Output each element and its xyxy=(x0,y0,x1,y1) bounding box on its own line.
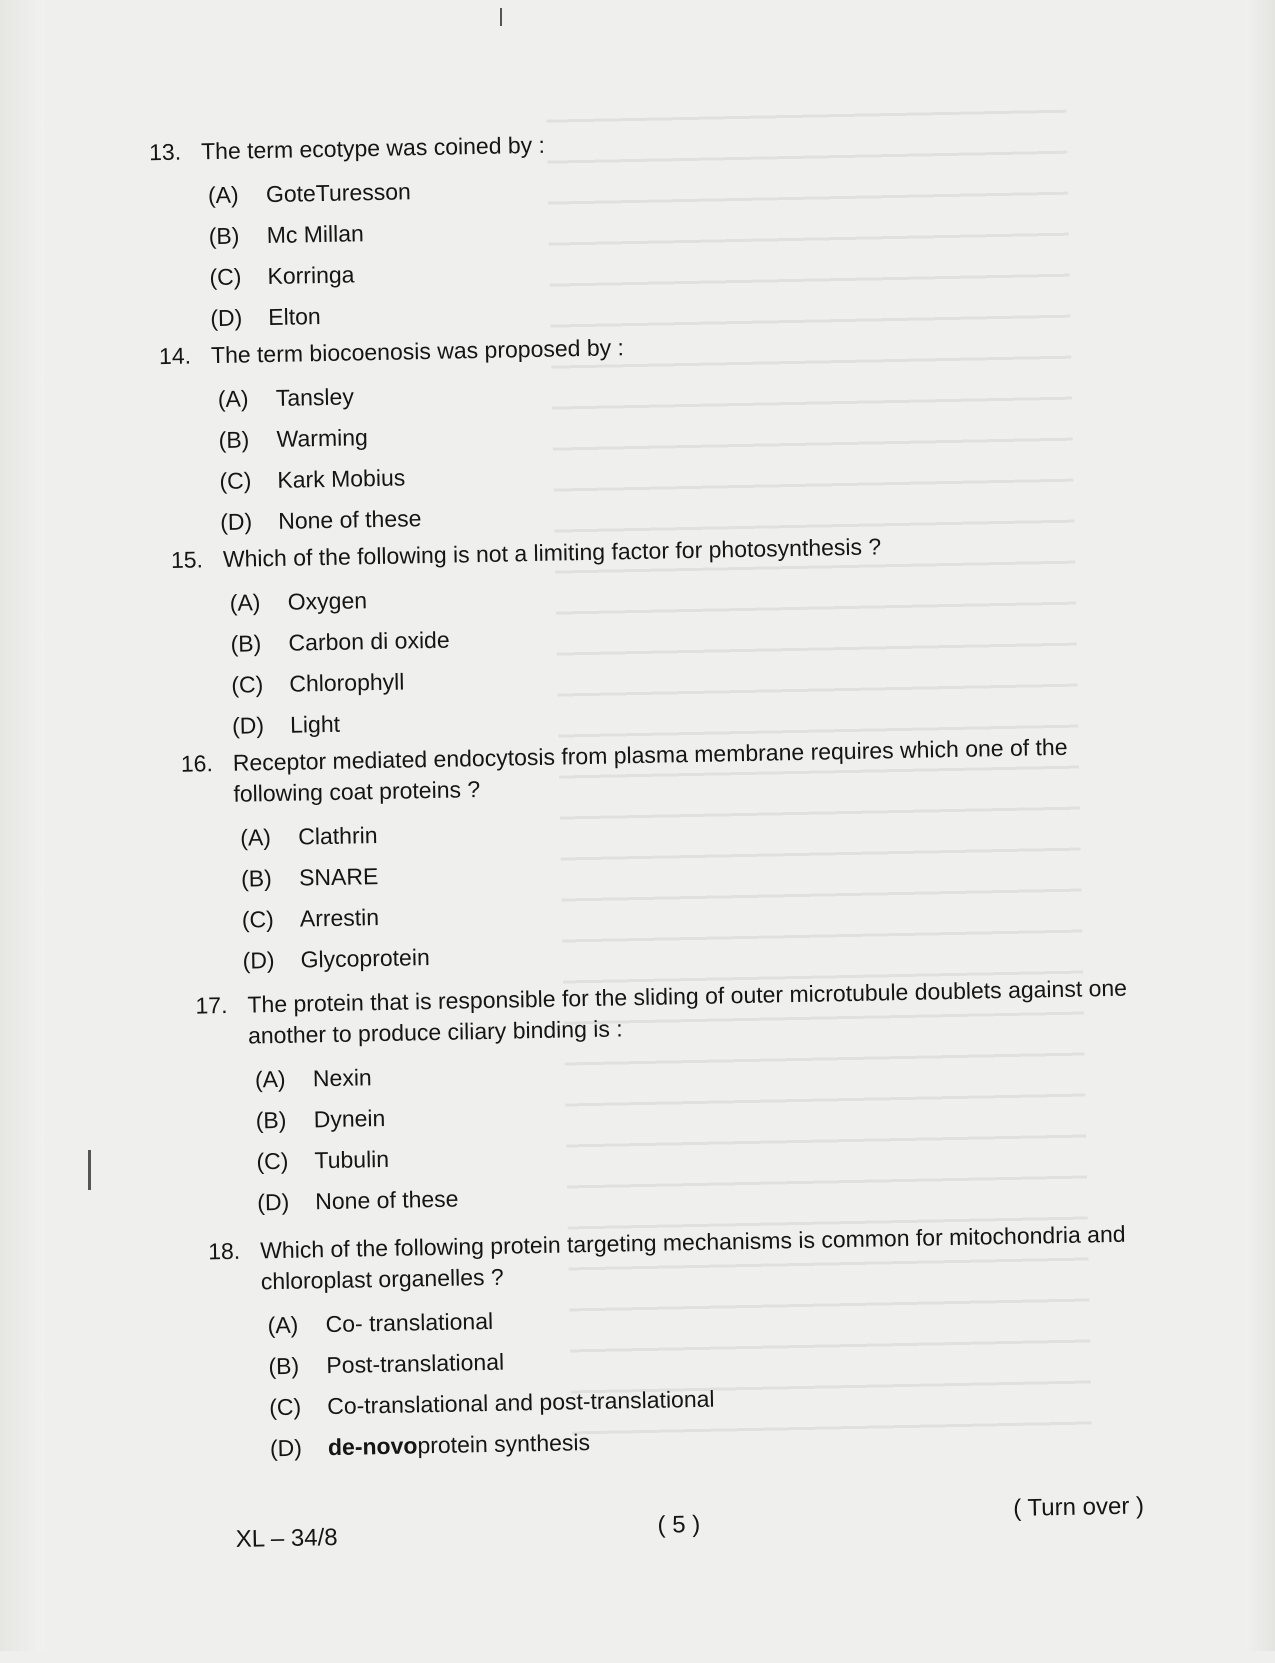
options-list xyxy=(217,362,1114,543)
option-text: Nexin xyxy=(312,1064,372,1092)
option-label: (D) xyxy=(210,304,243,332)
option-label: (B) xyxy=(240,865,272,892)
options-list xyxy=(267,1288,1164,1469)
option-label: (B) xyxy=(268,1352,300,1380)
option-text: Elton xyxy=(268,303,321,331)
question-text: Which of the following is not a limiting factor for photosynthesis ? xyxy=(222,533,882,572)
option-text: Co- translational xyxy=(325,1307,494,1338)
question-17 xyxy=(195,972,1151,1224)
question-text: The term ecotype was coined by : xyxy=(200,131,546,165)
option-label: (C) xyxy=(231,671,264,698)
option-text: Clathrin xyxy=(298,822,378,850)
option-text-bold: de-novo xyxy=(327,1432,418,1461)
option-label: (D) xyxy=(231,712,265,739)
question-number: 13. xyxy=(148,138,182,166)
question-number: 18. xyxy=(207,1237,241,1265)
question-number: 15. xyxy=(170,546,204,573)
option-label: (C) xyxy=(256,1147,289,1175)
question-18 xyxy=(208,1218,1164,1470)
options-list xyxy=(208,158,1105,339)
option-label: (C) xyxy=(268,1393,302,1421)
option-text: Dynein xyxy=(313,1104,386,1133)
option-label: (D) xyxy=(219,508,253,536)
options-list xyxy=(240,801,1137,982)
option-text: Carbon di oxide xyxy=(288,626,450,656)
option-label: (D) xyxy=(269,1434,303,1462)
question-number: 17. xyxy=(195,991,228,1019)
option-text: Light xyxy=(289,710,341,738)
question-16 xyxy=(181,731,1137,983)
option-text: Tubulin xyxy=(314,1145,390,1174)
question-text: Receptor mediated endocytosis from plasma membrane requires which one of the following coat proteins ? xyxy=(232,733,1068,807)
option-label: (A) xyxy=(207,181,239,209)
options-list xyxy=(229,566,1126,747)
question-text: Which of the following protein targeting mechanisms is common for mitochondria and chloroplast organelles ? xyxy=(259,1220,1126,1295)
option-label: (B) xyxy=(255,1106,287,1134)
option-label: (A) xyxy=(267,1311,299,1339)
option-label: (D) xyxy=(257,1188,290,1216)
paper-code: XL – 34/8 xyxy=(235,1523,338,1553)
option-text: Chlorophyll xyxy=(289,668,405,697)
options-list xyxy=(255,1042,1152,1223)
option-label: (B) xyxy=(230,630,262,657)
option-text: Co-translational and post-translational xyxy=(326,1385,715,1420)
option-text: SNARE xyxy=(298,863,379,891)
question-number: 14. xyxy=(158,342,192,370)
option-text: Arrestin xyxy=(299,904,380,932)
option-text: protein synthesis xyxy=(417,1429,591,1459)
option-text: Tansley xyxy=(275,383,355,411)
option-label: (D) xyxy=(242,947,275,974)
option-label: (B) xyxy=(218,426,250,454)
question-text: The term biocoenosis was proposed by : xyxy=(210,334,625,369)
option-text: Glycoprotein xyxy=(300,944,430,973)
option-label: (A) xyxy=(229,589,261,616)
option-text: None of these xyxy=(277,505,422,534)
option-text: Post-translational xyxy=(326,1348,505,1379)
option-label: (C) xyxy=(209,263,242,291)
question-13 xyxy=(149,119,1105,340)
option-label: (C) xyxy=(241,906,275,933)
option-text: Oxygen xyxy=(287,587,368,615)
question-number: 16. xyxy=(180,750,214,777)
option-text: Mc Millan xyxy=(266,220,365,249)
scan-mark xyxy=(500,8,502,26)
option-label: (B) xyxy=(208,222,240,250)
option-label: (C) xyxy=(219,467,252,495)
question-text: The protein that is responsible for the sliding of outer microtubule doublets against one another to produce ciliary binding is : xyxy=(247,974,1128,1049)
option-label: (A) xyxy=(240,824,272,851)
option-text: Kark Mobius xyxy=(277,464,406,493)
option-label: (A) xyxy=(254,1065,286,1093)
option-text: Warming xyxy=(276,424,369,452)
turn-over-note: ( Turn over ) xyxy=(1013,1492,1145,1522)
option-text: None of these xyxy=(315,1185,459,1215)
option-text: GoteTuresson xyxy=(265,178,412,208)
scan-mark xyxy=(88,1150,91,1190)
page-number: ( 5 ) xyxy=(657,1510,701,1539)
question-15 xyxy=(171,527,1127,748)
question-14 xyxy=(159,323,1115,544)
option-label: (A) xyxy=(217,385,249,413)
option-text: Korringa xyxy=(267,261,355,290)
